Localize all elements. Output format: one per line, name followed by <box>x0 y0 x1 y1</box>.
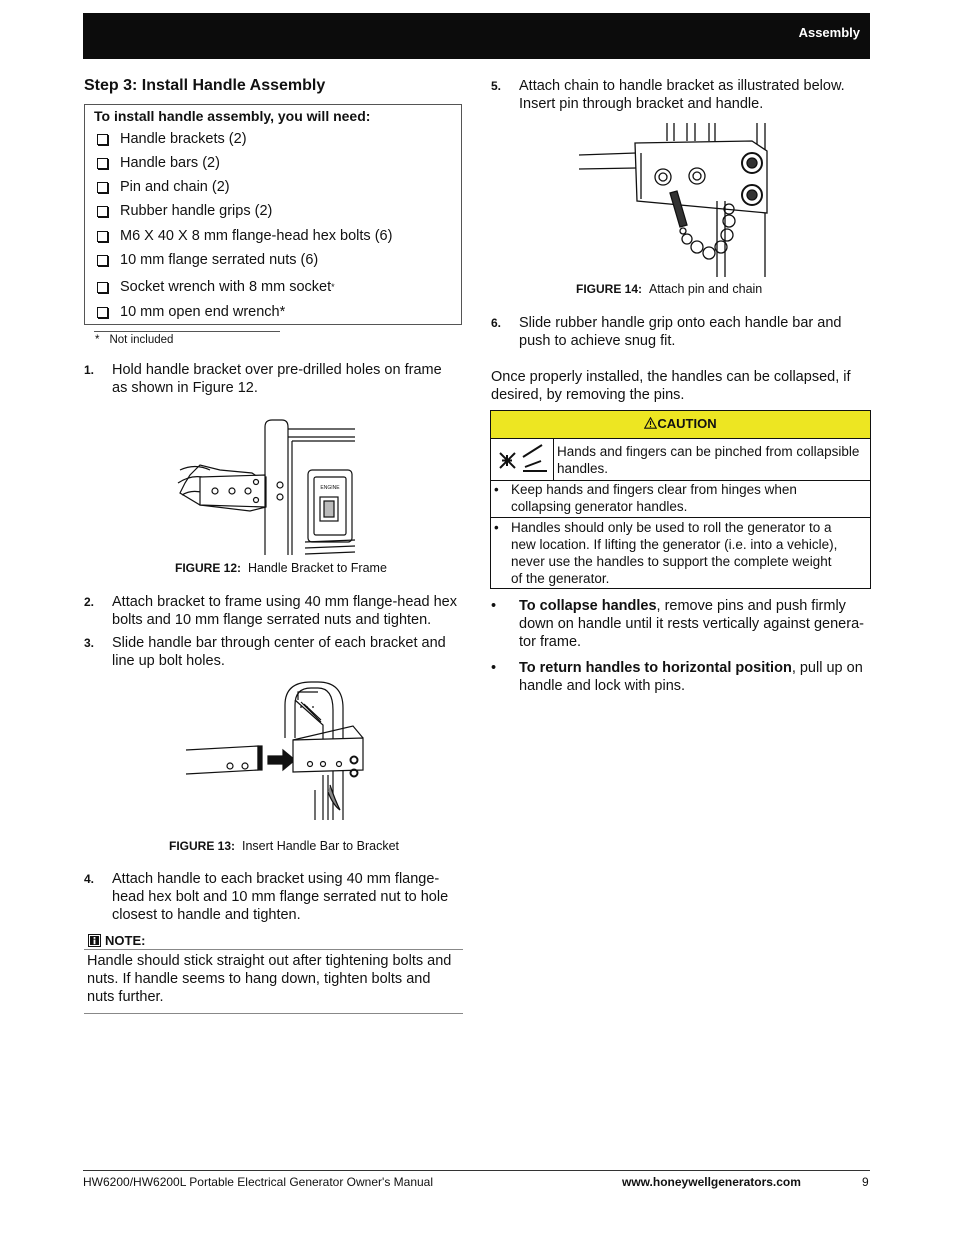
note-text: Handle should stick straight out after tightening bolts and nuts. If handle seems to hang down, tighten bolts and nuts further. <box>87 953 452 1005</box>
hazard-text: Hands and fingers can be pinched from collapsible handles. <box>557 444 860 476</box>
list-item: Handle bars (2) <box>97 155 220 171</box>
warning-triangle-icon <box>644 417 657 429</box>
bullet-collapse: • To collapse handles, remove pins and push firmly down on handle until it rests vertically against genera- tor frame. <box>491 598 864 650</box>
list-item: Socket wrench with 8 mm socket * <box>97 279 335 295</box>
panel-label: ENGINE <box>320 485 340 491</box>
materials-title: To install handle assembly, you will need: <box>94 108 371 124</box>
checkbox-icon <box>97 282 108 293</box>
page-number: 9 <box>862 1175 869 1189</box>
list-item: 10 mm open end wrench* <box>97 304 285 320</box>
bullet-return: • To return handles to horizontal position, pull up on handle and lock with pins. <box>491 660 863 694</box>
materials-box <box>84 104 462 325</box>
caution-bullet: • <box>494 482 499 497</box>
figure-12-caption: FIGURE 12: Handle Bracket to Frame <box>175 561 387 575</box>
checkbox-icon <box>97 182 108 193</box>
page-title: Step 3: Install Handle Assembly <box>84 77 326 94</box>
figure-14-caption: FIGURE 14: Attach pin and chain <box>576 282 763 296</box>
step-1: 1. Hold handle bracket over pre-drilled holes on frame as shown in Figure 12. <box>84 362 442 396</box>
caution-bullet: • <box>494 520 499 535</box>
list-item: M6 X 40 X 8 mm flange-head hex bolts (6) <box>97 228 392 244</box>
list-item: Pin and chain (2) <box>97 179 230 195</box>
hazard-icon-cell <box>491 438 554 480</box>
figure-12-illustration <box>170 415 360 557</box>
caution-header: CAUTION <box>491 411 870 439</box>
checkbox-icon <box>97 255 108 266</box>
footnote: * Not included <box>95 334 174 346</box>
caution-row-2: Handles should only be used to roll the generator to a new location. If lifting the generator (i.e. into a vehicle), never use the handles to support the complete weight of the generator. <box>511 520 838 586</box>
footer-manual-title: HW6200/HW6200L Portable Electrical Generator Owner's Manual <box>83 1175 434 1189</box>
step-6: 6. Slide rubber handle grip onto each handle bar and push to achieve snug fit. <box>491 315 842 349</box>
step-4: 4. Attach handle to each bracket using 40 mm flange- head hex bolt and 10 mm flange serrated nut to hole closest to handle and tighten. <box>84 871 449 923</box>
footer-website: www.honeywellgenerators.com <box>622 1175 801 1189</box>
checkbox-icon <box>97 158 108 169</box>
divider <box>94 331 280 332</box>
step-5: 5. Attach chain to handle bracket as illustrated below. Insert pin through bracket and handle. <box>491 78 845 112</box>
note-box <box>84 930 463 1014</box>
figure-13-illustration <box>183 680 368 822</box>
list-item: Rubber handle grips (2) <box>97 203 272 219</box>
checkbox-icon <box>97 206 108 217</box>
pinch-hazard-icon <box>497 443 549 475</box>
figure-13-caption: FIGURE 13: Insert Handle Bar to Bracket <box>169 839 399 853</box>
step-3: 3. Slide handle bar through center of each bracket and line up bolt holes. <box>84 635 446 669</box>
caution-box <box>490 410 871 589</box>
section-label: Assembly <box>798 25 860 40</box>
info-icon <box>88 934 101 947</box>
list-item: 10 mm flange serrated nuts (6) <box>97 252 318 268</box>
figure-14-illustration <box>577 121 772 279</box>
checkbox-icon <box>97 134 108 145</box>
collapse-intro: Once properly installed, the handles can be collapsed, if desired, by removing the pins. <box>491 369 851 403</box>
note-title: NOTE: <box>88 933 145 948</box>
step-2: 2. Attach bracket to frame using 40 mm flange-head hex bolts and 10 mm flange serrated nuts and tighten. <box>84 594 457 628</box>
footer-divider <box>83 1170 870 1171</box>
list-item: Handle brackets (2) <box>97 131 247 147</box>
checkbox-icon <box>97 231 108 242</box>
caution-row-1: Keep hands and fingers clear from hinges when collapsing generator handles. <box>511 482 797 514</box>
header-bar <box>83 13 870 59</box>
checkbox-icon <box>97 307 108 318</box>
